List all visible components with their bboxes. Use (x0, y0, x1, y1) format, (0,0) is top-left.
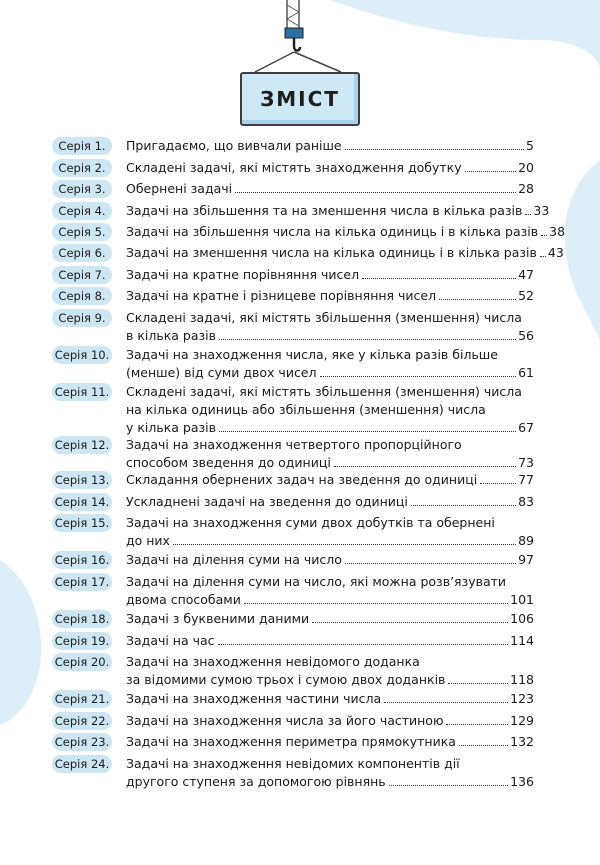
series-label-badge: Серія 4. (52, 202, 112, 220)
toc-entry-text (126, 266, 534, 284)
series-label-badge: Серія 10. (52, 346, 112, 364)
toc-entry-line: до них (126, 533, 170, 548)
dot-leader (362, 278, 516, 279)
page-number: 20 (518, 160, 534, 175)
dot-leader (411, 505, 516, 506)
dot-leader (459, 745, 508, 746)
series-label-badge: Серія 22. (52, 712, 112, 730)
page-number: 83 (518, 494, 534, 509)
series-label-badge: Серія 17. (52, 573, 112, 591)
series-label-badge: Серія 20. (52, 653, 112, 671)
toc-entry-line: Задачі на кратне порівняння чисел (126, 267, 360, 282)
toc-entry-text (126, 309, 534, 345)
toc-entry-line: Задачі на кратне і різницеве порівняння чисел (126, 288, 437, 303)
dot-leader (448, 683, 508, 684)
page-number: 97 (518, 552, 534, 567)
page-number: 136 (510, 774, 534, 789)
dot-leader (465, 171, 517, 172)
page-number: 129 (510, 713, 534, 728)
page-number: 33 (533, 203, 550, 218)
dot-leader (320, 376, 517, 377)
series-label-badge: Серія 21. (52, 690, 112, 708)
dot-leader (173, 544, 516, 545)
toc-entry-text (126, 244, 564, 262)
series-label-badge: Серія 11. (52, 383, 112, 401)
page-number: 67 (518, 420, 534, 435)
toc-entry-text (126, 493, 534, 511)
dot-leader (219, 431, 516, 432)
toc-entry-line: двома способами (126, 592, 241, 607)
toc-entry-line: Ускладнені задачі на зведення до одиниці (126, 494, 408, 509)
toc-entry-text (126, 653, 534, 689)
toc-entry-line: Задачі на знаходження периметра прямокутника (126, 734, 456, 749)
toc-entry-text (126, 712, 534, 730)
dot-leader (389, 785, 508, 786)
page-number: 106 (510, 611, 534, 626)
series-label-badge: Серія 12. (52, 436, 112, 454)
series-label-badge: Серія 2. (52, 159, 112, 177)
page-title: ЗМІСТ (260, 87, 340, 111)
toc-entry-text (126, 610, 534, 628)
page-number: 43 (547, 245, 564, 260)
page-number: 5 (526, 138, 534, 153)
toc-entry-text (126, 551, 534, 569)
toc-entry-text (126, 137, 534, 155)
toc-entry-text (126, 471, 534, 489)
page-number: 38 (549, 224, 566, 239)
dot-leader (446, 724, 508, 725)
toc-entry-line: способом зведення до одиниці (126, 455, 331, 470)
toc-entry-line: Складені задачі, які містять збільшення (зменшення) числа (126, 310, 522, 325)
toc-entry-line: другого ступеня за допомогою рівнянь (126, 774, 386, 789)
toc-entry-text (126, 755, 534, 791)
page-number: 89 (518, 533, 534, 548)
toc-entry-line: Задачі з буквеними даними (126, 611, 310, 626)
toc-entry-text (126, 202, 550, 220)
toc-entry-line: Задачі на знаходження числа за його частиною (126, 713, 444, 728)
series-label-badge: Серія 16. (52, 551, 112, 569)
series-label-badge: Серія 7. (52, 266, 112, 284)
toc-entry-line: на кілька одиниць або збільшення (зменшення) числа (126, 402, 486, 417)
toc-entry-line: Задачі на збільшення числа на кілька одиниць і в кілька разів (126, 224, 539, 239)
page-number: 73 (518, 455, 534, 470)
toc-entry-text (126, 223, 566, 241)
toc-entry-line: Задачі на знаходження числа, яке у кілька разів більше (126, 347, 498, 362)
dot-leader (384, 702, 508, 703)
dot-leader (312, 622, 508, 623)
toc-entry-line: Задачі на знаходження частини числа (126, 691, 382, 706)
series-label-badge: Серія 23. (52, 733, 112, 751)
toc-entry-text (126, 733, 534, 751)
toc-entry-text (126, 632, 534, 650)
toc-entry-text (126, 180, 534, 198)
series-label-badge: Серія 5. (52, 223, 112, 241)
toc-entry-line: в кілька разів (126, 328, 216, 343)
toc-entry-line: у кілька разів (126, 420, 217, 435)
contents-title-sign (240, 72, 360, 126)
series-label-badge: Серія 15. (52, 514, 112, 532)
series-label-badge: Серія 18. (52, 610, 112, 628)
dot-leader (345, 149, 524, 150)
toc-entry-text (126, 514, 534, 550)
toc-entry-line: Задачі на час (126, 633, 215, 648)
page-number: 77 (518, 472, 534, 487)
toc-entry-line: Пригадаємо, що вивчали раніше (126, 138, 342, 153)
page-number: 61 (518, 365, 534, 380)
toc-entry-line: Задачі на знаходження суми двох добутків та обернені (126, 515, 495, 530)
toc-entry-line: Задачі на ділення суми на число (126, 552, 342, 567)
toc-entry-line: Задачі на знаходження четвертого пропорційного (126, 437, 462, 452)
toc-entry-line: Задачі на зменшення числа на кілька одиниць і в кілька разів (126, 245, 537, 260)
page-number: 101 (510, 592, 534, 607)
dot-leader (345, 563, 516, 564)
page-number: 123 (510, 691, 534, 706)
dot-leader (480, 483, 516, 484)
page-number: 47 (518, 267, 534, 282)
dot-leader (541, 235, 547, 236)
series-label-badge: Серія 19. (52, 632, 112, 650)
page-number: 56 (518, 328, 534, 343)
page-number: 28 (518, 181, 534, 196)
toc-entry-line: Обернені задачі (126, 181, 233, 196)
toc-entry-text (126, 383, 534, 437)
series-label-badge: Серія 3. (52, 180, 112, 198)
dot-leader (235, 192, 516, 193)
dot-leader (540, 256, 546, 257)
series-label-badge: Серія 6. (52, 244, 112, 262)
series-label-badge: Серія 24. (52, 755, 112, 773)
dot-leader (219, 339, 516, 340)
dot-leader (334, 466, 516, 467)
toc-entry-line: за відомими сумою трьох і сумою двох доданків (126, 672, 446, 687)
toc-entry-line: Задачі на збільшення та на зменшення числа в кілька разів (126, 203, 523, 218)
toc-entry-text (126, 436, 534, 472)
series-label-badge: Серія 9. (52, 309, 112, 327)
page-number: 132 (510, 734, 534, 749)
series-label-badge: Серія 14. (52, 493, 112, 511)
toc-entry-text (126, 573, 534, 609)
toc-entry-text (126, 346, 534, 382)
dot-leader (244, 603, 508, 604)
series-label-badge: Серія 8. (52, 287, 112, 305)
toc-entry-text (126, 690, 534, 708)
page-number: 114 (510, 633, 534, 648)
toc-entry-line: Складені задачі, які містять знаходження добутку (126, 160, 462, 175)
dot-leader (525, 214, 531, 215)
toc-entry-line: Задачі на знаходження невідомого доданка (126, 654, 420, 669)
toc-entry-line: Складання обернених задач на зведення до одиниці (126, 472, 478, 487)
toc-entry-text (126, 159, 534, 177)
toc-entry-line: Складені задачі, які містять збільшення (зменшення) числа (126, 384, 522, 399)
toc-entry-line: Задачі на ділення суми на число, які можна розв’язувати (126, 574, 507, 589)
series-label-badge: Серія 13. (52, 471, 112, 489)
page-number: 52 (518, 288, 534, 303)
toc-entry-line: Задачі на знаходження невідомих компонентів дії (126, 756, 460, 771)
dot-leader (439, 299, 516, 300)
series-label-badge: Серія 1. (52, 137, 112, 155)
toc-entry-line: (менше) від суми двох чисел (126, 365, 317, 380)
dot-leader (218, 644, 509, 645)
toc-entry-text (126, 287, 534, 305)
page-number: 118 (510, 672, 534, 687)
